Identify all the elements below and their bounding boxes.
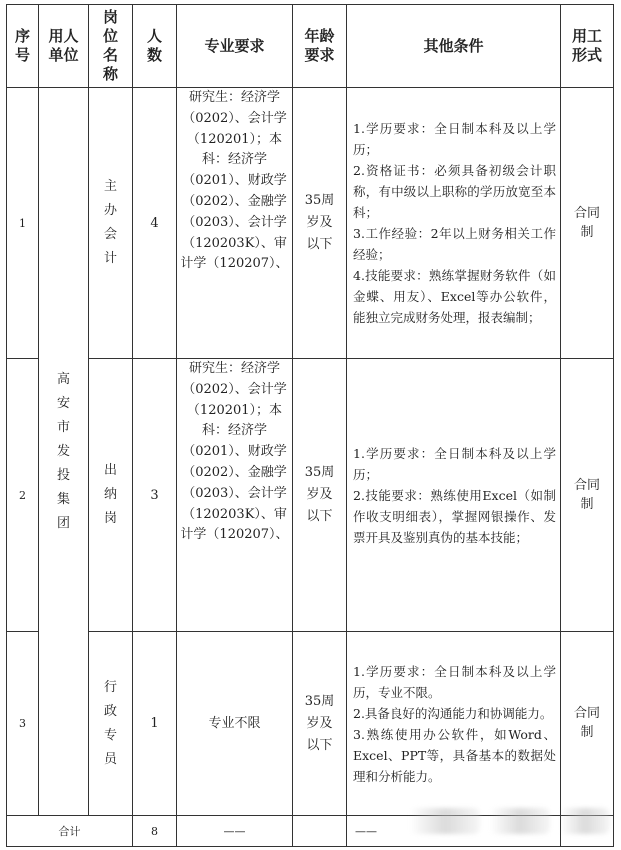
- header-other: 其他条件: [347, 5, 561, 88]
- unit-cell: 高安市发投集团: [39, 88, 89, 816]
- condition-item: 2.具备良好的沟通能力和协调能力。: [353, 705, 553, 721]
- watermark-blur: [410, 808, 480, 834]
- header-row: [7, 5, 614, 88]
- condition-item: 2.技能要求：熟练使用Excel（如制作收支明细表），掌握网银操作、发票开具及鉴别真伪的基本技能；: [353, 487, 556, 545]
- row-employment: 合同制: [561, 632, 614, 816]
- condition-item: 2.资格证书：必须具备初级会计职称，有中级以上职称的学历放宽至本科；: [353, 163, 556, 220]
- table-row: [7, 88, 614, 359]
- row-major: 专业不限: [177, 632, 293, 816]
- row-count: 3: [133, 359, 177, 632]
- row-seq: 3: [7, 632, 39, 816]
- footer-other-dash: ——: [347, 816, 561, 847]
- footer-age-empty: [293, 816, 347, 847]
- footer-label: 合计: [7, 816, 133, 847]
- row-conditions: [347, 632, 561, 816]
- row-age: 35周岁及以下: [293, 359, 347, 632]
- table-row: [7, 359, 614, 632]
- row-position: 行政专员: [89, 632, 133, 816]
- row-major: 研究生：经济学（0202）、会计学（120201）；本科：经济学（0201）、财政学（0202）、金融学（0203）、会计学（120203K）、审计学（120207）、: [177, 88, 293, 359]
- header-seq: 序号: [7, 5, 39, 88]
- footer-total: 8: [133, 816, 177, 847]
- footer-major-dash: ——: [177, 816, 293, 847]
- header-age: 年龄要求: [293, 5, 347, 88]
- row-conditions: [347, 359, 561, 632]
- header-major: 专业要求: [177, 5, 293, 88]
- row-position: 出纳岗: [89, 359, 133, 632]
- condition-item: 4.技能要求：熟练掌握财务软件（如金蝶、用友）、Excel等办公软件，能独立完成财务处理，报表编制；: [353, 268, 556, 325]
- watermark-blur: [490, 808, 550, 834]
- condition-item: 3.熟练使用办公软件，如Word、Excel、PPT等，具备基本的数据处理和分析能力。: [353, 726, 556, 784]
- header-employment: 用工形式: [561, 5, 614, 88]
- header-position: 岗位名称: [89, 5, 133, 88]
- condition-item: 1.学历要求：全日制本科及以上学历，专业不限。: [353, 663, 556, 700]
- condition-item: 3.工作经验：2年以上财务相关工作经验；: [353, 226, 556, 262]
- row-seq: 2: [7, 359, 39, 632]
- row-employment: 合同制: [561, 88, 614, 359]
- row-age: 35周岁及以下: [293, 88, 347, 359]
- condition-item: 1.学历要求：全日制本科及以上学历；: [353, 445, 556, 482]
- header-unit: 用人单位: [39, 5, 89, 88]
- row-major: 研究生：经济学（0202）、会计学（120201）；本科：经济学（0201）、财政学（0202）、金融学（0203）、会计学（120203K）、审计学（120207）、: [177, 359, 293, 632]
- condition-item: 1.学历要求：全日制本科及以上学历；: [353, 121, 556, 157]
- row-age: 35周岁及以下: [293, 632, 347, 816]
- watermark-blur: [560, 808, 610, 834]
- row-employment: 合同制: [561, 359, 614, 632]
- table-row: [7, 632, 614, 816]
- row-position: 主办会计: [89, 88, 133, 359]
- row-count: 4: [133, 88, 177, 359]
- header-count: 人数: [133, 5, 177, 88]
- row-count: 1: [133, 632, 177, 816]
- recruitment-table: [6, 4, 614, 847]
- row-conditions: [347, 88, 561, 359]
- row-seq: 1: [7, 88, 39, 359]
